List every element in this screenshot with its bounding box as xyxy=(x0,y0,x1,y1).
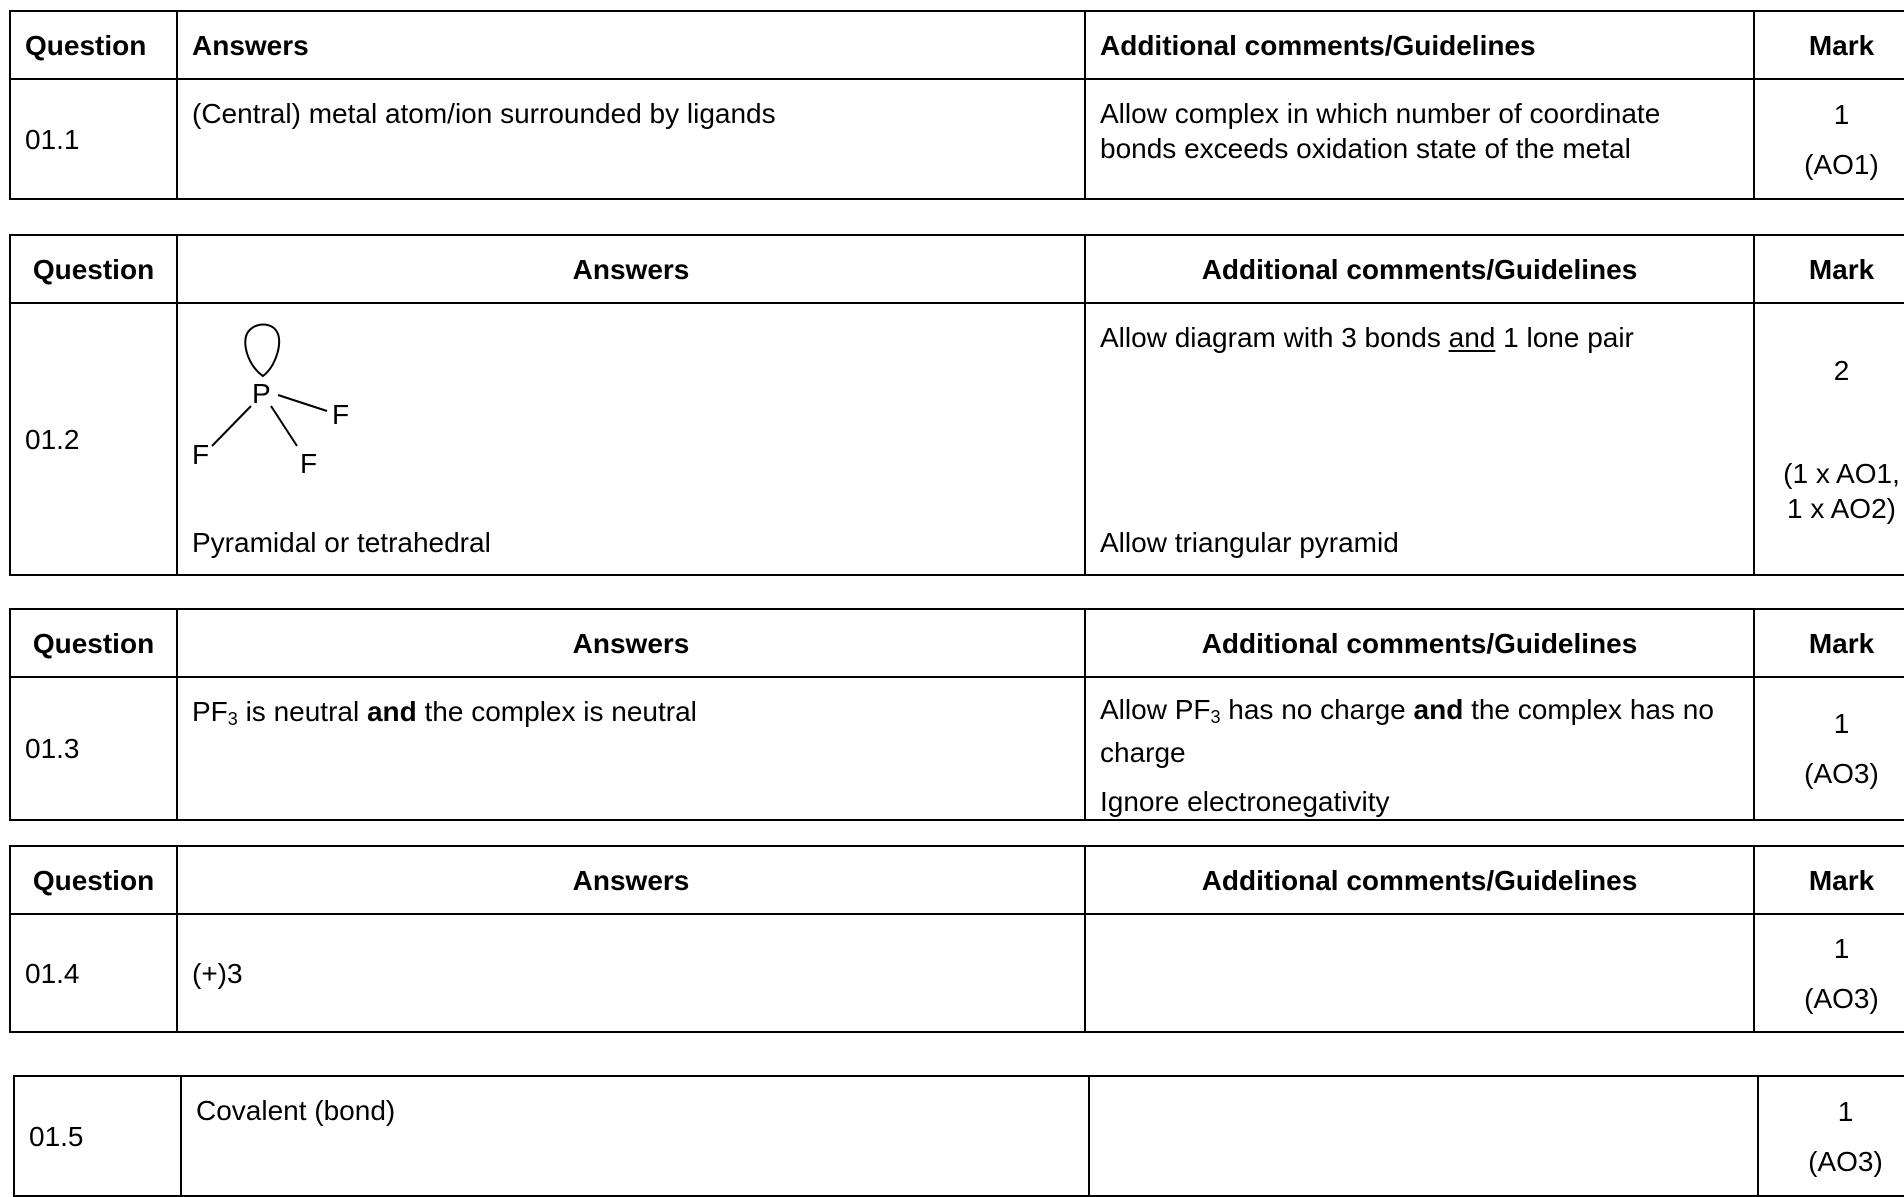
mark-table-01-3 xyxy=(9,608,1904,821)
mark-table-01-1 xyxy=(9,10,1904,200)
mark-cell xyxy=(1754,79,1904,199)
question-number: 01.5 xyxy=(14,1076,181,1196)
guideline-text xyxy=(1089,1076,1758,1196)
header-answers: Answers xyxy=(177,846,1085,914)
table-row xyxy=(10,914,1904,1032)
header-mark: Mark xyxy=(1754,11,1904,79)
bond-line xyxy=(271,406,297,446)
guideline-text-2: Ignore electronegativity xyxy=(1100,786,1390,817)
question-number: 01.2 xyxy=(10,303,177,575)
answer-text: (Central) metal atom/ion surrounded by ligands xyxy=(177,79,1085,199)
mark-cell xyxy=(1758,1076,1904,1196)
mark-value: 2 xyxy=(1833,354,1850,386)
answer-text: (+)3 xyxy=(177,914,1085,1032)
bond-line xyxy=(278,395,327,411)
answer-text: Pyramidal or tetrahedral xyxy=(192,527,491,558)
assessment-objective-line-2: 1 x AO2) xyxy=(1787,492,1896,524)
pf3-molecule-diagram xyxy=(190,320,390,490)
mark-table-01-2 xyxy=(9,234,1904,576)
mark-cell xyxy=(1754,914,1904,1032)
question-number: 01.3 xyxy=(10,677,177,820)
header-question: Question xyxy=(10,235,177,303)
guideline-text-2: Allow triangular pyramid xyxy=(1100,527,1399,558)
header-mark: Mark xyxy=(1754,846,1904,914)
guideline-cell xyxy=(1085,677,1754,820)
header-row xyxy=(10,846,1904,914)
assessment-objective: (AO1) xyxy=(1804,148,1879,180)
table-row xyxy=(10,79,1904,199)
header-row xyxy=(10,609,1904,677)
guideline-text: Allow $PF_3$ has no charge and the complex has no charge xyxy=(1100,694,1714,768)
mark-table-01-4 xyxy=(9,845,1904,1033)
table-row xyxy=(10,677,1904,820)
mark-table-01-5 xyxy=(13,1075,1904,1197)
question-number: 01.1 xyxy=(10,79,177,199)
guideline-cell xyxy=(1085,303,1754,575)
lone-pair-lobe xyxy=(245,325,279,377)
guideline-text: Allow complex in which number of coordinate bonds exceeds oxidation state of the metal xyxy=(1085,79,1754,199)
fluorine-atom: F xyxy=(300,448,318,479)
header-guidelines: Additional comments/Guidelines xyxy=(1085,609,1754,677)
fluorine-atom: F xyxy=(332,399,350,430)
question-number: 01.4 xyxy=(10,914,177,1032)
header-answers: Answers xyxy=(177,11,1085,79)
bond-line xyxy=(212,406,251,446)
header-answers: Answers xyxy=(177,609,1085,677)
header-row xyxy=(10,235,1904,303)
header-question: Question xyxy=(10,11,177,79)
table-row xyxy=(10,303,1904,575)
assessment-objective: (AO3) xyxy=(1808,1145,1883,1177)
assessment-objective: (AO3) xyxy=(1804,982,1879,1014)
mark-value: 1 xyxy=(1837,1095,1854,1127)
answer-text: $PF_3$ is neutral and the complex is neutral xyxy=(177,677,1085,820)
fluorine-atom: F xyxy=(192,439,210,470)
mark-value: 1 xyxy=(1833,932,1850,964)
header-question: Question xyxy=(10,609,177,677)
assessment-objective: (AO3) xyxy=(1804,758,1879,789)
answer-text: Covalent (bond) xyxy=(181,1076,1089,1196)
mark-value: 1 xyxy=(1833,98,1850,130)
header-row xyxy=(10,11,1904,79)
header-answers: Answers xyxy=(177,235,1085,303)
header-mark: Mark xyxy=(1754,609,1904,677)
header-question: Question xyxy=(10,846,177,914)
answer-cell xyxy=(177,303,1085,575)
underlined-word: and xyxy=(1448,322,1496,353)
header-mark: Mark xyxy=(1754,235,1904,303)
header-guidelines: Additional comments/Guidelines xyxy=(1085,235,1754,303)
guideline-text: Allow diagram with 3 bonds and 1 lone pair xyxy=(1100,322,1634,353)
table-row xyxy=(14,1076,1904,1196)
mark-value: 1 xyxy=(1833,708,1850,739)
guideline-text xyxy=(1085,914,1754,1032)
mark-cell xyxy=(1754,677,1904,820)
header-guidelines: Additional comments/Guidelines xyxy=(1085,846,1754,914)
phosphorus-atom: P xyxy=(252,378,271,409)
header-guidelines: Additional comments/Guidelines xyxy=(1085,11,1754,79)
assessment-objective-line-1: (1 x AO1, xyxy=(1783,457,1900,489)
mark-cell xyxy=(1754,303,1904,575)
